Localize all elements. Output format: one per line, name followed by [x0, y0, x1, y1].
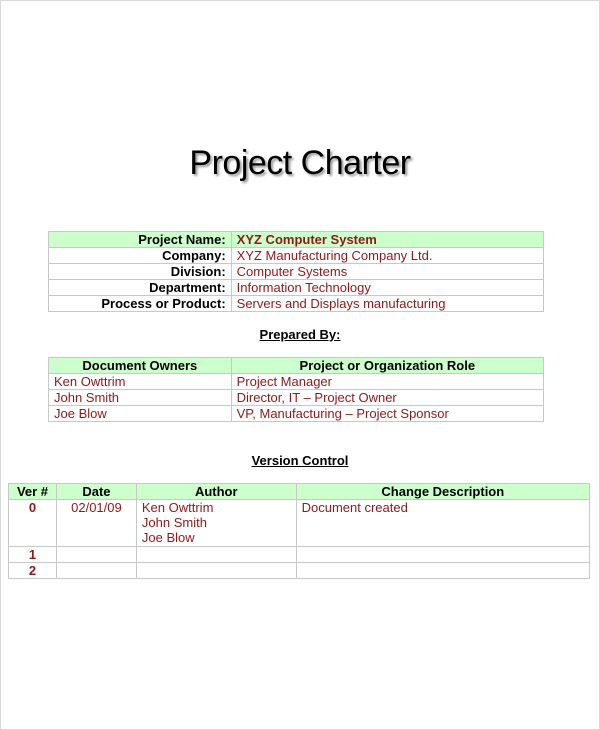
column-header: Ver #	[9, 484, 57, 500]
author-name: Joe Blow	[141, 530, 195, 545]
owner-role: Director, IT – Project Owner	[231, 390, 543, 406]
info-label: Process or Product:	[49, 296, 232, 312]
info-label: Company:	[49, 248, 232, 264]
version-row	[9, 500, 590, 547]
version-control-heading: Version Control	[251, 453, 349, 468]
version-row	[9, 563, 590, 579]
info-value: Information Technology	[231, 280, 543, 296]
version-control-table	[8, 483, 590, 579]
info-row-department	[49, 280, 544, 296]
owners-header-row	[49, 358, 544, 374]
version-authors	[136, 547, 296, 563]
version-number: 0	[9, 500, 57, 547]
version-date: 02/01/09	[56, 500, 136, 547]
author-name: John Smith	[141, 515, 207, 530]
page-title: Project Charter	[189, 144, 411, 182]
column-header: Project or Organization Role	[231, 358, 543, 374]
version-description	[296, 547, 589, 563]
version-header-row	[9, 484, 590, 500]
info-value: XYZ Manufacturing Company Ltd.	[231, 248, 543, 264]
owner-row	[49, 406, 544, 422]
author-name: Ken Owttrim	[141, 500, 214, 515]
version-number: 2	[9, 563, 57, 579]
version-date	[56, 547, 136, 563]
column-header: Author	[136, 484, 296, 500]
info-row-process	[49, 296, 544, 312]
info-row-division	[49, 264, 544, 280]
column-header: Date	[56, 484, 136, 500]
version-description	[296, 563, 589, 579]
version-number: 1	[9, 547, 57, 563]
owner-name: John Smith	[49, 390, 232, 406]
info-value: Servers and Displays manufacturing	[231, 296, 543, 312]
version-description: Document created	[296, 500, 589, 547]
version-authors	[136, 563, 296, 579]
version-date	[56, 563, 136, 579]
info-label: Department:	[49, 280, 232, 296]
info-label: Project Name:	[49, 232, 232, 248]
owner-role: Project Manager	[231, 374, 543, 390]
version-row	[9, 547, 590, 563]
owner-name: Joe Blow	[49, 406, 232, 422]
owner-row	[49, 390, 544, 406]
document-owners-table	[48, 357, 544, 422]
owner-row	[49, 374, 544, 390]
owner-role: VP, Manufacturing – Project Sponsor	[231, 406, 543, 422]
column-header: Change Description	[296, 484, 589, 500]
info-row-company	[49, 248, 544, 264]
version-authors	[136, 500, 296, 547]
project-info-table	[48, 231, 544, 312]
prepared-by-heading: Prepared By:	[259, 327, 341, 342]
info-label: Division:	[49, 264, 232, 280]
info-row-project-name	[49, 232, 544, 248]
info-value: Computer Systems	[231, 264, 543, 280]
info-value: XYZ Computer System	[231, 232, 543, 248]
column-header: Document Owners	[49, 358, 232, 374]
owner-name: Ken Owttrim	[49, 374, 232, 390]
